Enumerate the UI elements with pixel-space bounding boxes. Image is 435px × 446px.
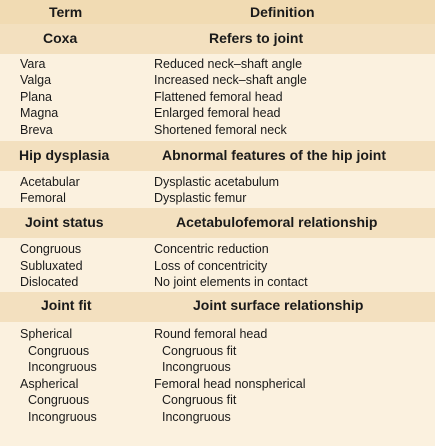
table-row-term: Subluxated — [20, 259, 83, 273]
table-row-term: Spherical — [20, 327, 73, 341]
table-row-term: Plana — [20, 90, 52, 104]
table-row-term: Congruous — [20, 242, 82, 256]
table-row-definition: Loss of concentricity — [154, 259, 268, 273]
section-definition-joint-fit: Joint surface relationship — [193, 297, 364, 313]
table-row-term: Congruous — [28, 344, 90, 358]
table-row-definition: Reduced neck–shaft angle — [154, 57, 303, 71]
table-row-definition: Femoral head nonspherical — [154, 377, 306, 391]
table-row-term: Valga — [20, 73, 52, 87]
table-row-definition: Concentric reduction — [154, 242, 269, 256]
table-row-definition: Congruous fit — [162, 393, 237, 407]
table-row-term: Congruous — [28, 393, 90, 407]
table-row-term: Femoral — [20, 191, 66, 205]
section-definition-coxa: Refers to joint — [209, 30, 304, 46]
table-row-definition: Flattened femoral head — [154, 90, 283, 104]
table-row-term: Breva — [20, 123, 53, 137]
table-row-definition: Incongruous — [162, 410, 231, 424]
term-column-header: Term — [49, 4, 83, 20]
table-row-definition: Dysplastic femur — [154, 191, 247, 205]
definition-column-header: Definition — [250, 4, 315, 20]
table-row-term: Incongruous — [28, 360, 97, 374]
table-row-term: Incongruous — [28, 410, 97, 424]
section-term-joint-fit: Joint fit — [41, 297, 92, 313]
table-row-definition: Round femoral head — [154, 327, 268, 341]
table-row-definition: Dysplastic acetabulum — [154, 175, 280, 189]
table-row-term: Aspherical — [20, 377, 79, 391]
section-term-hip-dysplasia: Hip dysplasia — [19, 147, 110, 163]
table-row-definition: Enlarged femoral head — [154, 106, 281, 120]
table-row-term: Magna — [20, 106, 59, 120]
section-term-coxa: Coxa — [43, 30, 78, 46]
table-row-definition: Shortened femoral neck — [154, 123, 287, 137]
table-row-term: Vara — [20, 57, 46, 71]
section-definition-joint-status: Acetabulofemoral relationship — [176, 214, 378, 230]
section-definition-hip-dysplasia: Abnormal features of the hip joint — [162, 147, 387, 163]
section-term-joint-status: Joint status — [25, 214, 104, 230]
table-row-definition: Increased neck–shaft angle — [154, 73, 307, 87]
table-row-term: Acetabular — [20, 175, 80, 189]
table-row-term: Dislocated — [20, 275, 79, 289]
table-row-definition: No joint elements in contact — [154, 275, 308, 289]
table-row-definition: Incongruous — [162, 360, 231, 374]
table-row-definition: Congruous fit — [162, 344, 237, 358]
